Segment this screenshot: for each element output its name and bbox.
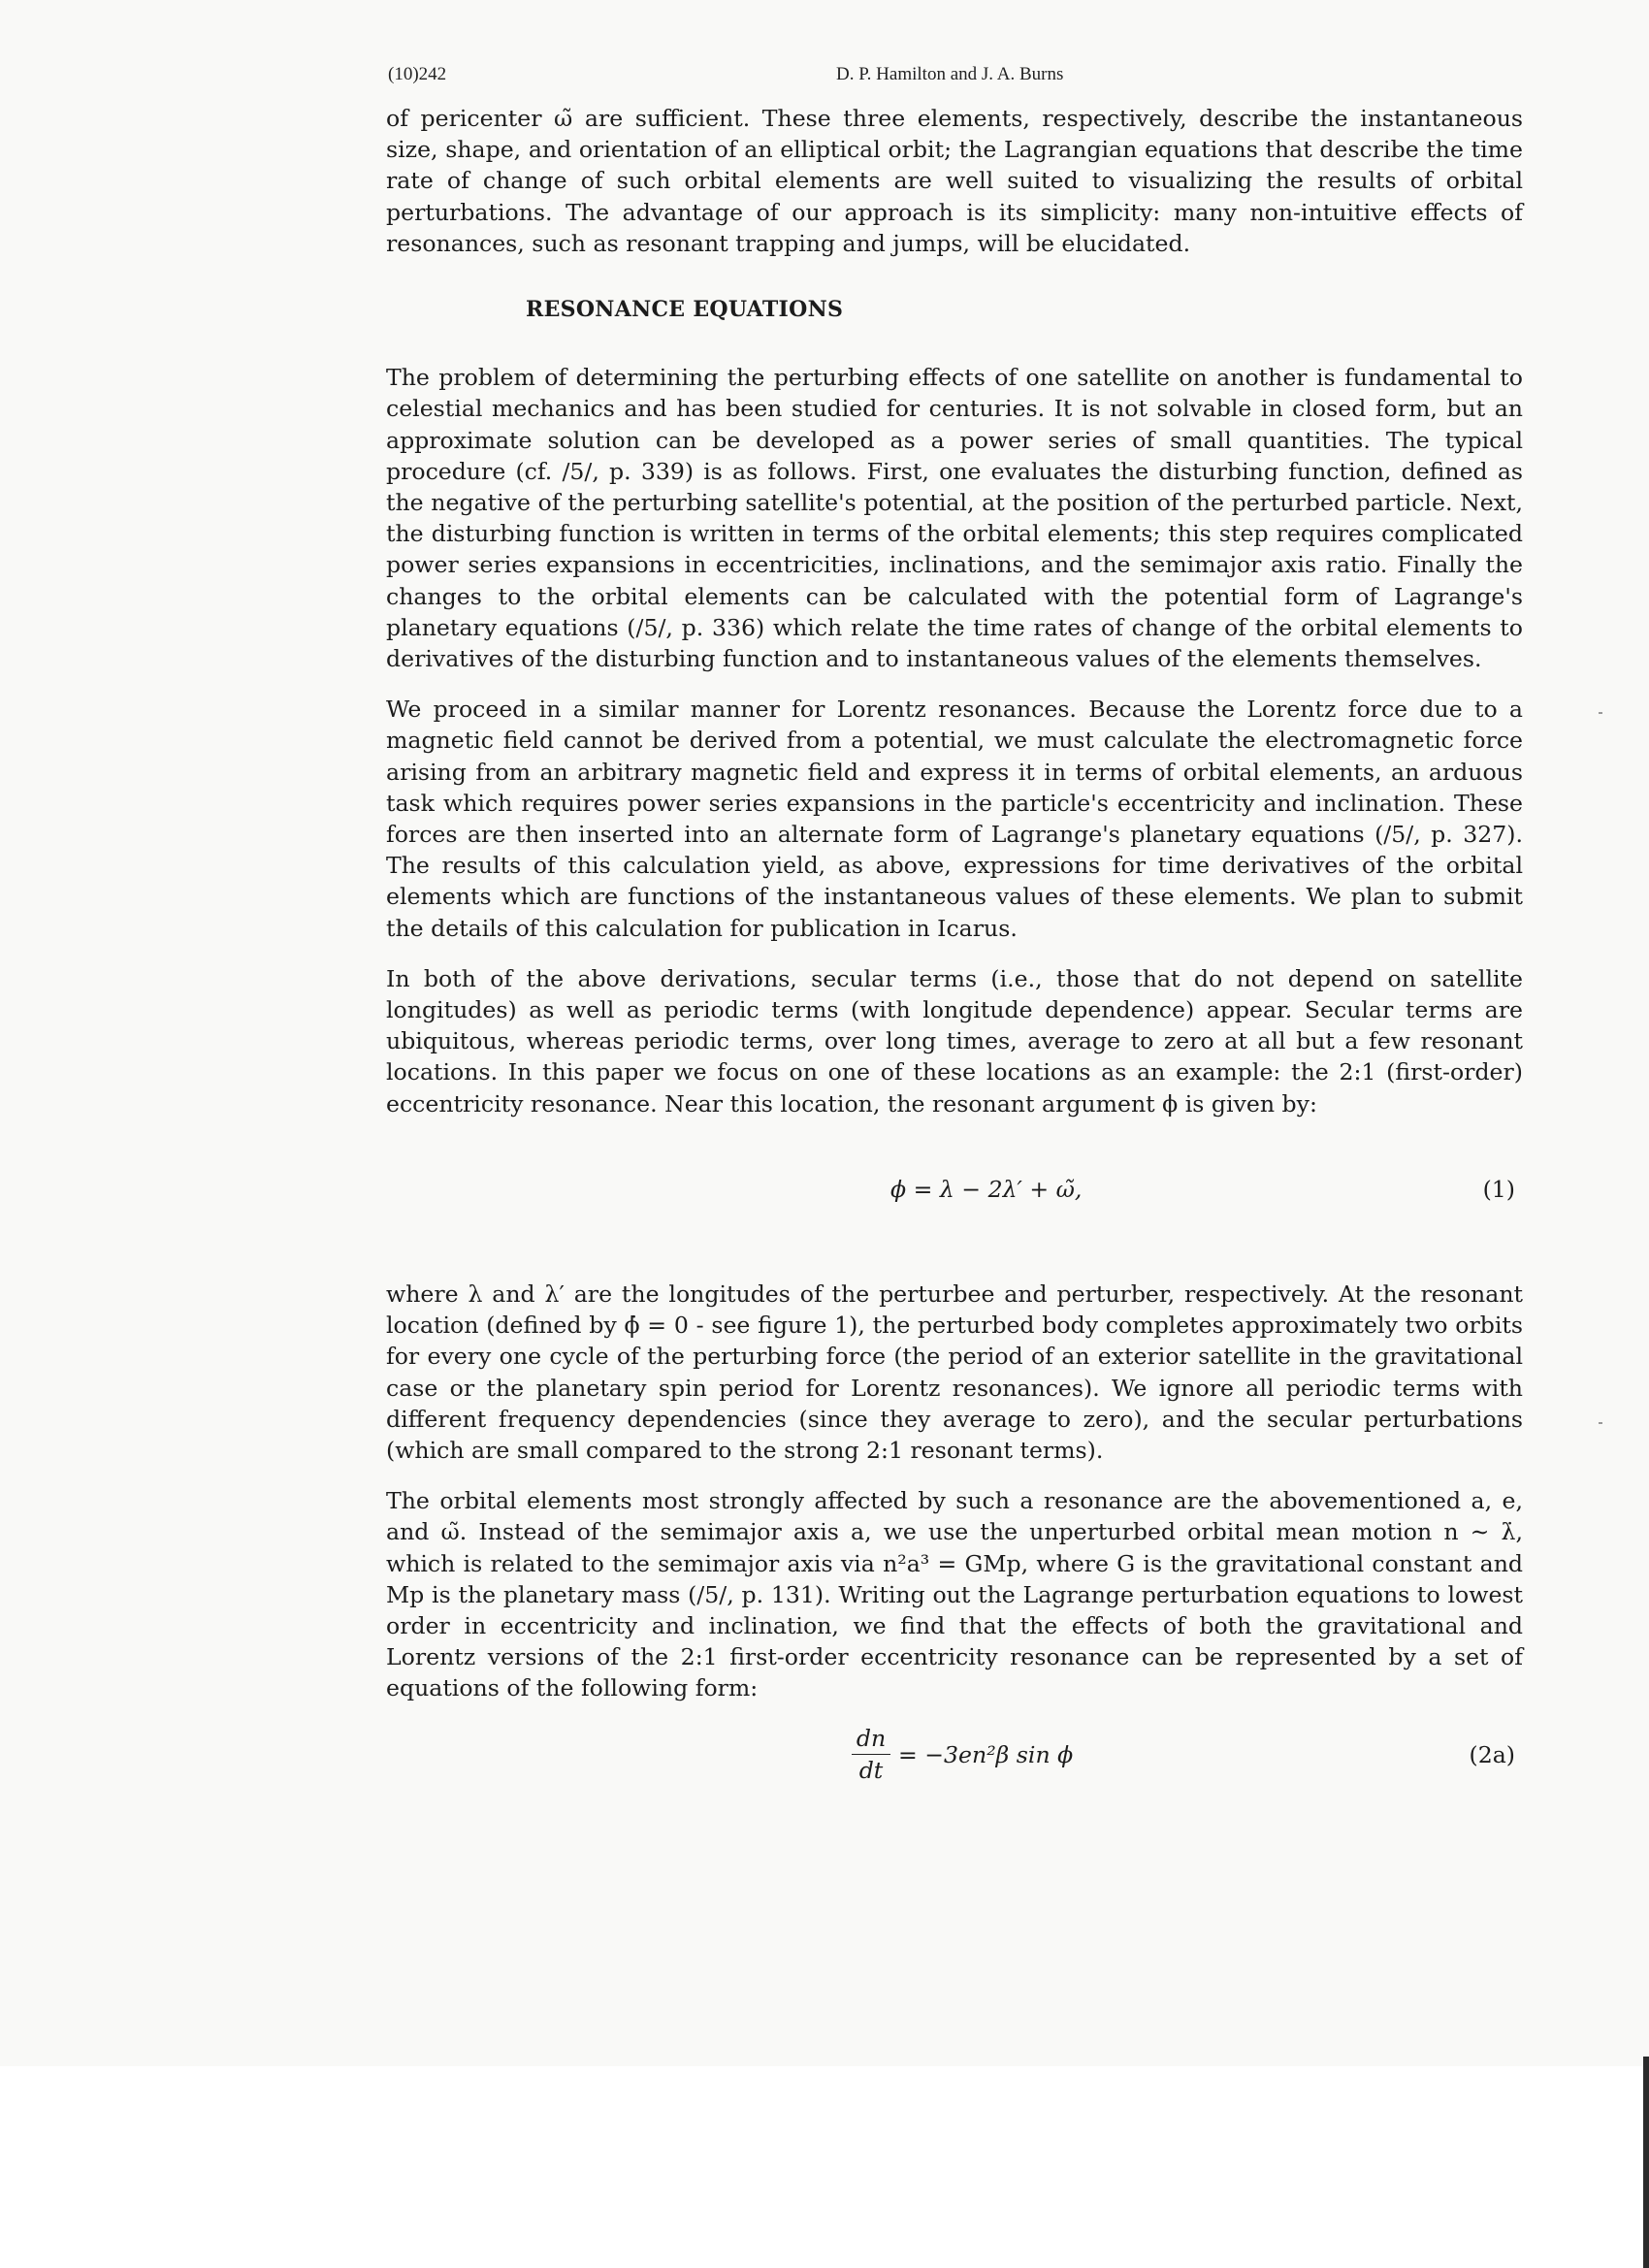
- equation-2a-numerator: dn: [856, 1724, 887, 1752]
- scan-speck: [1599, 712, 1602, 714]
- equation-2a: [386, 1724, 1523, 1790]
- paragraph-lorentz-resonances: We proceed in a similar manner for Lorentz resonances. Because the Lorentz force due to a magnetic field cannot be derived from a potential, we must calculate the electromagnetic force arising from an arbitrary magnetic field and express it in terms of orbital elements, an arduous task which requires power series expansions in the particle's eccentricity and inclination. These forces are then inserted into an alternate form of Lagrange's planetary equations (/5/, p. 327). The results of this calculation yield, as above, expressions for time derivatives of the orbital elements which are functions of the instantaneous values of these elements. We plan to submit the details of this calculation for publication in Icarus.: [386, 696, 1523, 942]
- paragraph-resonant-location: where λ and λ′ are the longitudes of the perturbee and perturber, respectively. At the resonant location (defined by ϕ̇ = 0 - see figure 1), the perturbed body completes approximately two orbits for every one cycle of the perturbing force (the period of an exterior satellite in the gravitational case or the planetary spin period for Lorentz resonances). We ignore all periodic terms with different frequency dependencies (since they average to zero), and the secular perturbations (which are small compared to the strong 2:1 resonant terms).: [386, 1280, 1523, 1464]
- author-line: D. P. Hamilton and J. A. Burns: [836, 64, 1064, 84]
- running-head: [386, 64, 1529, 87]
- page-number: (10)242: [388, 64, 447, 84]
- fraction-bar: [852, 1754, 890, 1755]
- equation-1-number: (1): [1482, 1175, 1515, 1203]
- equation-1-body: ϕ = λ − 2λ′ + ω̃,: [890, 1175, 1083, 1203]
- equation-2a-fraction: [850, 1724, 892, 1785]
- equation-2a-number: (2a): [1469, 1740, 1515, 1768]
- paragraph-disturbing-function: The problem of determining the perturbing effects of one satellite on another is fundamental to celestial mechanics and has been studied for centuries. It is not solvable in closed form, but an approximate solution can be developed as a power series of small quantities. The typical procedure (cf. /5/, p. 339) is as follows. First, one evaluates the disturbing function, defined as the negative of the perturbing satellite's potential, at the position of the perturbed particle. Next, the disturbing function is written in terms of the orbital elements; this step requires complicated power series expansions in eccentricities, inclinations, and the semimajor axis ratio. Finally the changes to the orbital elements can be calculated with the potential form of Lagrange's planetary equations (/5/, p. 336) which relate the time rates of change of the orbital elements to derivatives of the disturbing function and to instantaneous values of the elements themselves.: [386, 364, 1523, 673]
- paragraph-continuation: of pericenter ω̃ are sufficient. These three elements, respectively, describe the instantaneous size, shape, and orientation of an elliptical orbit; the Lagrangian equations that describe the time rate of change of such orbital elements are well suited to visualizing the results of orbital perturbations. The advantage of our approach is its simplicity: many non-intuitive effects of resonances, such as resonant trapping and jumps, will be elucidated.: [386, 105, 1523, 257]
- paragraph-secular-periodic-terms: In both of the above derivations, secular terms (i.e., those that do not depend on satellite longitudes) as well as periodic terms (with longitude dependence) appear. Secular terms are ubiquitous, whereas periodic terms, over long times, average to zero at all but a few resonant locations. In this paper we focus on one of these locations as an example: the 2:1 (first-order) eccentricity resonance. Near this location, the resonant argument ϕ is given by:: [386, 964, 1523, 1118]
- section-heading: RESONANCE EQUATIONS: [526, 297, 844, 323]
- scan-speck: [1599, 1422, 1602, 1424]
- equation-2a-denominator: dt: [858, 1756, 884, 1784]
- paragraph-orbital-elements: The orbital elements most strongly affected by such a resonance are the abovementioned a, e, and ω̃. Instead of the semimajor axis a, we use the unperturbed orbital mean motion n ∼ λ̇, which is related to the semimajor axis via n²a³ = GMp, where G is the gravitational constant and Mp is the planetary mass (/5/, p. 131). Writing out the Lagrange perturbation equations to lowest order in eccentricity and inclination, we find that the effects of both the gravitational and Lorentz versions of the 2:1 first-order eccentricity resonance can be represented by a set of equations of the following form:: [386, 1487, 1523, 1702]
- equation-1: [386, 1174, 1523, 1209]
- equation-2a-rhs: = −3en²β sin ϕ: [898, 1740, 1074, 1768]
- article-body: [386, 103, 1523, 1790]
- scan-edge: [1643, 2057, 1649, 2268]
- page-bottom-margin: [0, 2066, 1649, 2268]
